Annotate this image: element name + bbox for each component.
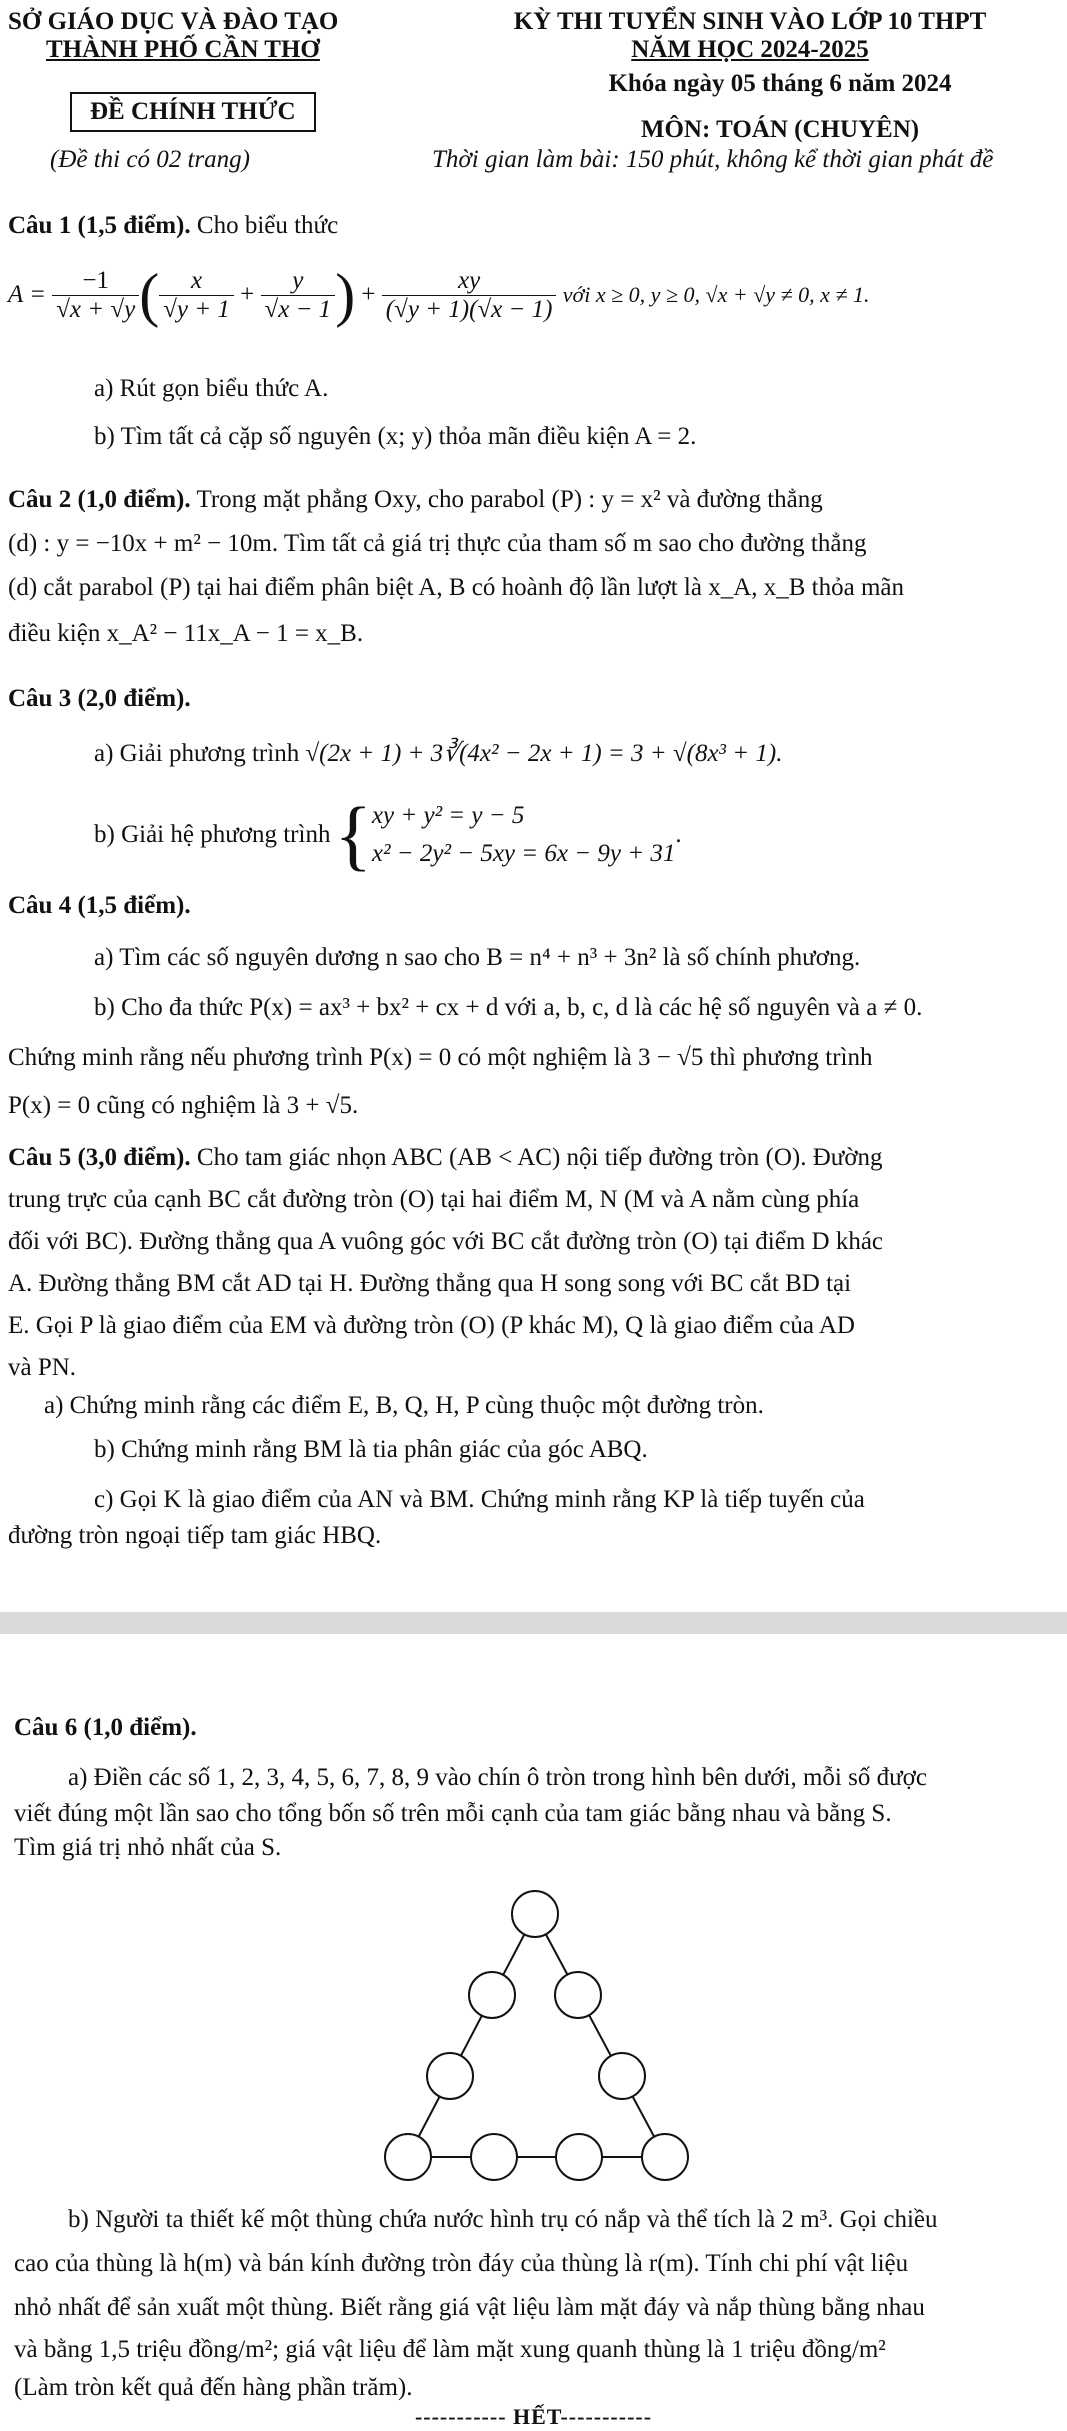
question-1-part-b: b) Tìm tất cả cặp số nguyên (x; y) thỏa mãn điều kiện A = 2. [94, 423, 697, 450]
question-6-part-b-line5: (Làm tròn kết quả đến hàng phần trăm). [14, 2374, 413, 2401]
fraction-4 [382, 267, 557, 324]
question-1-part-a: a) Rút gọn biểu thức A. [94, 375, 329, 402]
question-3-title: Câu 3 (2,0 điểm). [8, 685, 191, 712]
question-4-part-b-line3: P(x) = 0 cũng có nghiệm là 3 + √5. [8, 1092, 359, 1119]
question-6-part-b-line4: và bằng 1,5 triệu đồng/m²; giá vật liệu để làm mặt xung quanh thùng là 1 triệu đồng/m² [14, 2336, 886, 2363]
fraction-4-numerator: xy [382, 267, 557, 296]
fraction-2 [159, 267, 234, 324]
question-2-line1-text: Trong mặt phẳng Oxy, cho parabol (P) : y = x² và đường thẳng [196, 486, 823, 513]
question-5-part-b: b) Chứng minh rằng BM là tia phân giác của góc ABQ. [94, 1436, 648, 1463]
question-4-title: Câu 4 (1,5 điểm). [8, 892, 191, 919]
question-5-part-c-line2: đường tròn ngoại tiếp tam giác HBQ. [8, 1522, 382, 1549]
fraction-1-numerator: −1 [52, 267, 139, 296]
fraction-2-denominator: √y + 1 [163, 295, 230, 323]
question-5-line4: A. Đường thẳng BM cắt AD tại H. Đường thẳng qua H song song với BC cắt BD tại [8, 1270, 852, 1297]
question-6-part-b-line3: nhỏ nhất để sản xuất một thùng. Biết rằng giá vật liệu làm mặt đáy và nắp thùng bằng nhau [14, 2294, 925, 2321]
system-equation-1: xy + y² = y − 5 [371, 802, 525, 829]
question-4-part-b-line2: Chứng minh rằng nếu phương trình P(x) = 0 có một nghiệm là 3 − √5 thì phương trình [8, 1044, 873, 1071]
question-3-part-a [94, 738, 783, 768]
question-5-title: Câu 5 (3,0 điểm). [8, 1144, 191, 1171]
subject-title: MÔN: TOÁN (CHUYÊN) [640, 116, 920, 143]
time-note: Thời gian làm bài: 150 phút, không kể thời gian phát đề [432, 146, 994, 173]
question-6-part-a-line1: a) Điền các số 1, 2, 3, 4, 5, 6, 7, 8, 9 vào chín ô tròn trong hình bên dưới, mỗi số được [68, 1764, 927, 1791]
question-1-title: Câu 1 (1,5 điểm). [8, 212, 191, 239]
fraction-3-numerator: y [261, 267, 336, 296]
question-2-title: Câu 2 (1,0 điểm). [8, 486, 191, 513]
question-6-part-a-line2: viết đúng một lần sao cho tổng bốn số trên mỗi cạnh của tam giác bằng nhau và bằng S. [14, 1800, 892, 1827]
question-3-part-a-label: a) Giải phương trình [94, 740, 300, 767]
question-6-part-b-line2: cao của thùng là h(m) và bán kính đường tròn đáy của thùng là r(m). Tính chi phí vật liệu [14, 2250, 909, 2277]
circle-slot[interactable] [385, 2134, 431, 2180]
department-name-line1: SỞ GIÁO DỤC VÀ ĐÀO TẠO [8, 8, 339, 35]
fraction-3 [261, 267, 336, 324]
question-6-part-a-line3: Tìm giá trị nhỏ nhất của S. [14, 1834, 282, 1861]
fraction-3-denominator: √x − 1 [264, 295, 332, 323]
circle-slot[interactable] [642, 2134, 688, 2180]
circle-slot[interactable] [599, 2053, 645, 2099]
question-5-line1-text: Cho tam giác nhọn ABC (AB < AC) nội tiếp đường tròn (O). Đường [196, 1144, 883, 1171]
question-3-part-b: b) Giải hệ phương trình { xy + y² = y − 5 x² − 2y² − 5xy = 6x − 9y + 31 . [94, 791, 682, 878]
question-5-part-c-line1: c) Gọi K là giao điểm của AN và BM. Chứng minh rằng KP là tiếp tuyến của [94, 1486, 865, 1513]
page-separator [0, 1612, 1067, 1634]
exam-title-line1: KỲ THI TUYỂN SINH VÀO LỚP 10 THPT [513, 8, 987, 35]
triangle-edges [408, 1914, 665, 2157]
exam-date: Khóa ngày 05 tháng 6 năm 2024 [608, 70, 952, 97]
question-5-line2: trung trực của cạnh BC cắt đường tròn (O) tại hai điểm M, N (M và A nằm cùng phía [8, 1186, 860, 1213]
question-1-intro [8, 212, 338, 240]
question-2-line4: điều kiện x_A² − 11x_A − 1 = x_B. [8, 620, 364, 647]
expr-lhs: A = [8, 281, 46, 308]
question-4-part-a: a) Tìm các số nguyên dương n sao cho B = n⁴ + n³ + 3n² là số chính phương. [94, 944, 861, 971]
circle-slot[interactable] [555, 1972, 601, 2018]
circle-slot[interactable] [471, 2134, 517, 2180]
exam-title-line2: NĂM HỌC 2024-2025 [631, 36, 869, 63]
circle-slot[interactable] [556, 2134, 602, 2180]
pages-note: (Đề thi có 02 trang) [50, 146, 250, 173]
circle-slot[interactable] [512, 1891, 558, 1937]
question-5-part-a: a) Chứng minh rằng các điểm E, B, Q, H, P cùng thuộc một đường tròn. [44, 1392, 764, 1419]
fraction-2-numerator: x [159, 267, 234, 296]
expression-condition: với x ≥ 0, y ≥ 0, √x + √y ≠ 0, x ≠ 1. [562, 282, 870, 307]
question-5-line5: E. Gọi P là giao điểm của EM và đường tròn (O) (P khác M), Q là giao điểm của AD [8, 1312, 855, 1339]
circle-slot[interactable] [427, 2053, 473, 2099]
question-3-part-b-label: b) Giải hệ phương trình [94, 821, 331, 848]
fraction-4-denominator: (√y + 1)(√x − 1) [385, 295, 553, 323]
question-6-title: Câu 6 (1,0 điểm). [14, 1714, 197, 1741]
triangle-circle-diagram [360, 1884, 700, 2184]
department-name-line2: THÀNH PHỐ CẦN THƠ [46, 36, 320, 63]
question-4-part-b-line1: b) Cho đa thức P(x) = ax³ + bx² + cx + d với a, b, c, d là các hệ số nguyên và a ≠ 0. [94, 994, 923, 1021]
question-2-line2: (d) : y = −10x + m² − 10m. Tìm tất cả giá trị thực của tham số m sao cho đường thẳng [8, 530, 867, 557]
exam-page-2 [0, 1634, 1067, 2431]
question-1-intro-text: Cho biểu thức [196, 212, 339, 239]
question-3-part-a-equation: √(2x + 1) + 3∛(4x² − 2x + 1) = 3 + √(8x³ + 1). [305, 740, 783, 767]
question-2-line1 [8, 486, 823, 514]
question-2-line3: (d) cắt parabol (P) tại hai điểm phân biệt A, B có hoành độ lần lượt là x_A, x_B thỏa mãn [8, 574, 905, 601]
fraction-1-denominator: √x + √y [56, 295, 136, 323]
question-5-line1 [8, 1144, 883, 1172]
question-5-line6: và PN. [8, 1354, 77, 1381]
official-label-box: ĐỀ CHÍNH THỨC [70, 92, 316, 132]
system-equation-2: x² − 2y² − 5xy = 6x − 9y + 31 [371, 840, 676, 867]
circle-slot[interactable] [469, 1972, 515, 2018]
question-6-part-b-line1: b) Người ta thiết kế một thùng chứa nước hình trụ có nắp và thể tích là 2 m³. Gọi chiều [68, 2206, 938, 2233]
fraction-1 [52, 267, 139, 324]
question-5-line3: đối với BC). Đường thẳng qua A vuông góc với BC cắt đường tròn (O) tại điểm D khác [8, 1228, 884, 1255]
question-1-expression: A = $\frac{-1}{√x + √y}$ ( $\frac{x}{√y + 1}$ + $\frac{y}{√x - 1}$ ) + $\frac{xy}{(√y + 1)(√x - 1)}$ với x ≥ 0, y ≥ 0, √x + √y ≠ 0, x ≠ 1. [8, 262, 870, 328]
end-mark: ----------- HẾT----------- [414, 2404, 653, 2429]
